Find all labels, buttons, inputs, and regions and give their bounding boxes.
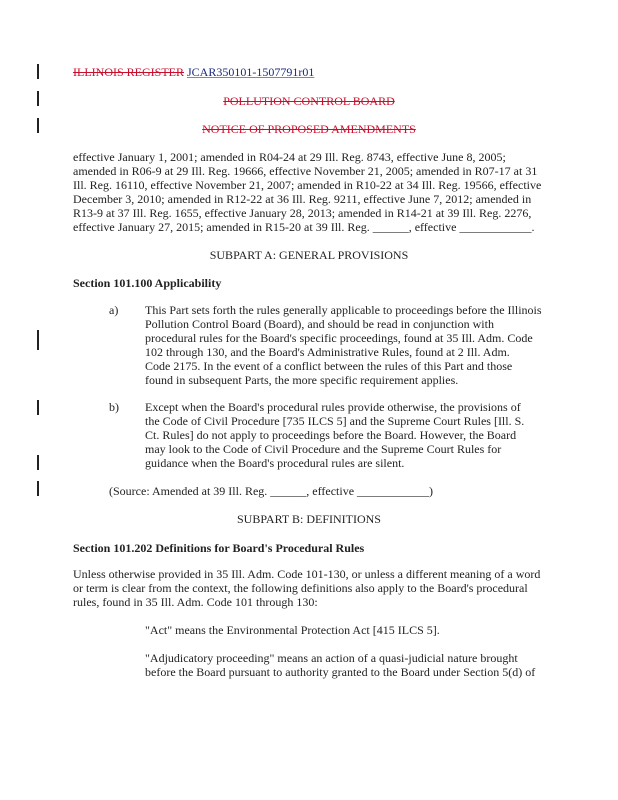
- item-b-label: b): [109, 400, 119, 414]
- change-bar: [37, 400, 39, 415]
- text-line: procedural rules for the Board's specific proceedings, found at 35 Ill. Adm. Code: [145, 331, 533, 345]
- text-line: may look to the Code of Civil Procedure and the Supreme Court Rules for: [145, 442, 502, 456]
- text-line: Ct. Rules] do not apply to proceedings before the Board. However, the Board: [145, 428, 517, 442]
- change-bar: [37, 455, 39, 470]
- item-a-label: a): [109, 303, 119, 317]
- header-line: [73, 65, 314, 79]
- notice-title: NOTICE OF PROPOSED AMENDMENTS: [202, 122, 416, 136]
- text-line: Unless otherwise provided in 35 Ill. Adm. Code 101-130, or unless a different meaning of a word: [73, 567, 541, 581]
- source-note: (Source: Amended at 39 Ill. Reg. ______, effective ____________): [109, 484, 434, 498]
- register-name: ILLINOIS REGISTER: [73, 65, 184, 79]
- agency-name: POLLUTION CONTROL BOARD: [223, 94, 395, 108]
- text-line: or term is clear from the context, the following definitions also apply to the Board's procedural: [73, 581, 528, 595]
- text-line: "Adjudicatory proceeding" means an action of a quasi-judicial nature brought: [145, 651, 518, 665]
- text-line: rules, found in 35 Ill. Adm. Code 101 through 130:: [73, 595, 318, 609]
- text-line: amended in R06-9 at 29 Ill. Reg. 19666, effective November 21, 2005; amended in R07-17 at 31: [73, 164, 538, 178]
- text-line: R13-9 at 37 Ill. Reg. 1655, effective January 28, 2013; amended in R14-21 at 39 Ill. Reg. 2276,: [73, 206, 532, 220]
- section-101-202-title: Section 101.202 Definitions for Board's Procedural Rules: [73, 541, 365, 555]
- text-line: found in subsequent Parts, the more specific requirement applies.: [145, 373, 459, 387]
- text-line: effective January 27, 2015; amended in R15-20 at 39 Ill. Reg. ______, effective ____________.: [73, 220, 535, 234]
- subpart-a-heading: SUBPART A: GENERAL PROVISIONS: [209, 248, 409, 262]
- section-101-100-title: Section 101.100 Applicability: [73, 276, 222, 290]
- text-line: effective January 1, 2001; amended in R04-24 at 29 Ill. Reg. 8743, effective June 8, 2005;: [73, 150, 506, 164]
- text-line: 102 through 130, and the Board's Administrative Rules, found at 2 Ill. Adm.: [145, 345, 510, 359]
- text-line: Pollution Control Board (Board), and should be read in conjunction with: [145, 317, 494, 331]
- change-bar: [37, 64, 39, 79]
- document-id: JCAR350101-1507791r01: [187, 65, 315, 79]
- definition-act: "Act" means the Environmental Protection Act [415 ILCS 5].: [145, 623, 440, 637]
- text-line: Except when the Board's procedural rules provide otherwise, the provisions of: [145, 400, 521, 414]
- text-line: December 3, 2010; amended in R12-22 at 36 Ill. Reg. 9211, effective June 7, 2012; amended in: [73, 192, 532, 206]
- change-bar: [37, 481, 39, 496]
- text-line: This Part sets forth the rules generally applicable to proceedings before the Illinois: [145, 303, 542, 317]
- text-line: Ill. Reg. 16110, effective November 21, 2007; amended in R10-22 at 34 Ill. Reg. 19566, effective: [73, 178, 542, 192]
- change-bar: [37, 330, 39, 350]
- text-line: the Code of Civil Procedure [735 ILCS 5] and the Supreme Court Rules [Ill. S.: [145, 414, 525, 428]
- text-line: before the Board pursuant to authority granted to the Board under Section 5(d) of: [145, 665, 536, 679]
- subpart-b-heading: SUBPART B: DEFINITIONS: [237, 512, 381, 526]
- text-line: guidance when the Board's procedural rules are silent.: [145, 456, 405, 470]
- text-line: Code 2175. In the event of a conflict between the rules of this Part and those: [145, 359, 513, 373]
